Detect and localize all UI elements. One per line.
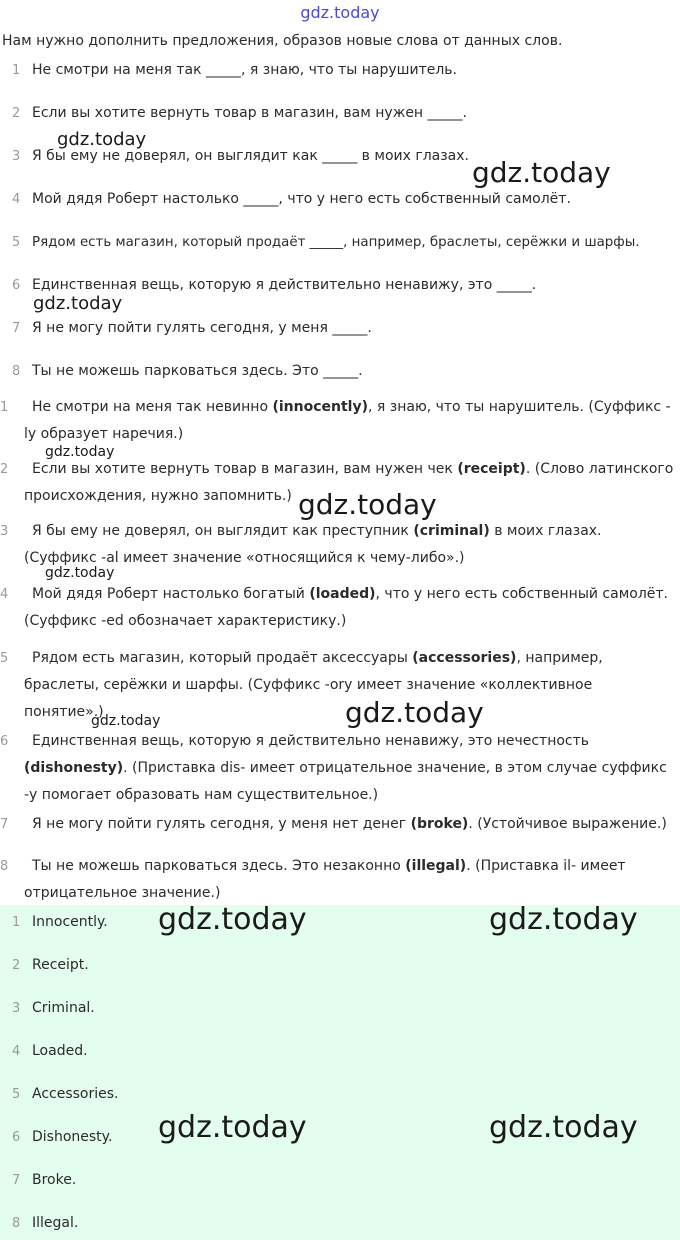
exercise-text: Ты не можешь парковаться здесь. Это _____. (32, 363, 363, 379)
answer-item (12, 999, 95, 1018)
item-number: 2 (12, 106, 21, 121)
explanation-item (0, 518, 676, 572)
explanation-item (0, 581, 676, 635)
item-number: 6 (0, 734, 9, 749)
explanation-text: Мой дядя Роберт настолько богатый (32, 586, 310, 602)
explanation-text: Я не могу пойти гулять сегодня, у меня нет денег (32, 816, 411, 832)
item-number: 8 (12, 364, 21, 379)
exercise-text: Я бы ему не доверял, он выглядит как _____ в моих глазах. (32, 148, 469, 164)
exercise-text: Рядом есть магазин, который продаёт _____, например, браслеты, серёжки и шарфы. (32, 235, 640, 250)
item-number: 3 (0, 524, 9, 539)
item-number: 1 (12, 63, 21, 78)
exercise-item (12, 143, 676, 170)
explanation-note: . (Приставка dis- имеет отрицательное значение, в этом случае суффикс -y помогает образовать нам существительное.) (24, 760, 667, 803)
explanation-text: Рядом есть магазин, который продаёт аксессуары (32, 650, 413, 666)
watermark: gdz.today (489, 902, 638, 937)
item-number: 4 (12, 192, 21, 207)
explanation-item (0, 728, 676, 809)
answer-text: Criminal. (32, 1000, 95, 1016)
answer-item (12, 1171, 76, 1190)
item-number: 1 (0, 400, 9, 415)
item-number: 4 (12, 1044, 21, 1059)
exercise-item (12, 186, 676, 213)
answers-panel (0, 905, 680, 1240)
explanation-text: Я бы ему не доверял, он выглядит как преступник (32, 523, 414, 539)
answer-item (12, 956, 89, 975)
watermark: gdz.today (57, 129, 147, 150)
answer-text: Broke. (32, 1172, 77, 1188)
item-number: 3 (12, 149, 21, 164)
answer-text: Innocently. (32, 914, 108, 930)
explanation-text: Единственная вещь, которую я действительно ненавижу, это нечестность (32, 733, 590, 749)
watermark: gdz.today (472, 156, 611, 189)
explanation-note: . (Устойчивое выражение.) (468, 816, 667, 832)
explanation-item (0, 853, 676, 907)
explanation-note: в моих глазах. (Суффикс -al имеет значение «относящийся к чему-либо».) (24, 523, 602, 566)
item-number: 8 (12, 1216, 21, 1231)
exercise-text: Единственная вещь, которую я действительно ненавижу, это _____. (32, 277, 537, 293)
exercise-item (12, 229, 676, 256)
exercise-text: Мой дядя Роберт настолько _____, что у него есть собственный самолёт. (32, 191, 571, 207)
explanation-text: Не смотри на меня так невинно (32, 399, 273, 415)
english-word: (broke) (410, 816, 469, 832)
english-word: (receipt) (457, 461, 526, 477)
intro-text: Нам нужно дополнить предложения, образов новые слова от данных слов. (2, 33, 563, 49)
item-number: 7 (12, 1173, 21, 1188)
watermark: gdz.today (298, 488, 437, 521)
watermark: gdz.today (33, 293, 123, 314)
explanation-note: . (Приставка il- имеет отрицательное значение.) (24, 858, 626, 901)
watermark: gdz.today (345, 696, 484, 729)
answer-item (12, 1128, 112, 1147)
explanation-text: Ты не можешь парковаться здесь. Это незаконно (32, 858, 406, 874)
watermark: gdz.today (45, 565, 115, 581)
answer-text: Loaded. (32, 1043, 88, 1059)
exercise-item (12, 315, 676, 342)
item-number: 6 (12, 278, 21, 293)
english-word: (criminal) (413, 523, 490, 539)
english-word: (accessories) (412, 650, 517, 666)
item-number: 4 (0, 587, 9, 602)
item-number: 2 (12, 958, 21, 973)
watermark: gdz.today (45, 444, 115, 460)
explanation-note: , я знаю, что ты нарушитель. (Суффикс -ly образует наречия.) (24, 399, 671, 442)
exercise-item (12, 272, 676, 299)
exercise-item (12, 358, 676, 385)
exercise-item (12, 57, 676, 84)
watermark: gdz.today (489, 1110, 638, 1145)
english-word: (loaded) (309, 586, 376, 602)
answer-item (12, 1214, 78, 1233)
answer-item (12, 1042, 88, 1061)
exercise-text: Я не могу пойти гулять сегодня, у меня _____. (32, 320, 372, 336)
item-number: 1 (12, 915, 21, 930)
explanation-note: . (Слово латинского происхождения, нужно запомнить.) (24, 461, 674, 504)
exercise-text: Не смотри на меня так _____, я знаю, что ты нарушитель. (32, 62, 457, 78)
watermark: gdz.today (91, 713, 161, 729)
answer-text: Accessories. (32, 1086, 119, 1102)
explanation-note: , что у него есть собственный самолёт. (Суффикс -ed обозначает характеристику.) (24, 586, 668, 629)
answer-item (12, 1085, 119, 1104)
explanation-note: , например, браслеты, серёжки и шарфы. (Суффикс -ory имеет значение «коллективное понятие».) (24, 650, 603, 720)
exercise-item (12, 100, 676, 127)
item-number: 6 (12, 1130, 21, 1145)
item-number: 3 (12, 1001, 21, 1016)
item-number: 5 (12, 235, 21, 250)
watermark: gdz.today (158, 1110, 307, 1145)
item-number: 8 (0, 859, 9, 874)
exercise-text: Если вы хотите вернуть товар в магазин, вам нужен _____. (32, 105, 467, 121)
explanation-item (0, 394, 676, 448)
item-number: 5 (12, 1087, 21, 1102)
item-number: 5 (0, 651, 9, 666)
english-word: (illegal) (405, 858, 467, 874)
english-word: (innocently) (272, 399, 368, 415)
site-link[interactable]: gdz.today (300, 3, 380, 22)
answer-item (12, 913, 108, 932)
english-word: (dishonesty) (24, 760, 124, 776)
explanation-item (0, 811, 676, 838)
explanation-item (0, 645, 676, 726)
explanation-item (0, 456, 676, 510)
explanation-text: Если вы хотите вернуть товар в магазин, вам нужен чек (32, 461, 458, 477)
item-number: 7 (12, 321, 21, 336)
answer-text: Dishonesty. (32, 1129, 113, 1145)
answer-text: Receipt. (32, 957, 89, 973)
item-number: 2 (0, 462, 9, 477)
watermark: gdz.today (158, 902, 307, 937)
answer-text: Illegal. (32, 1215, 79, 1231)
item-number: 7 (0, 817, 9, 832)
